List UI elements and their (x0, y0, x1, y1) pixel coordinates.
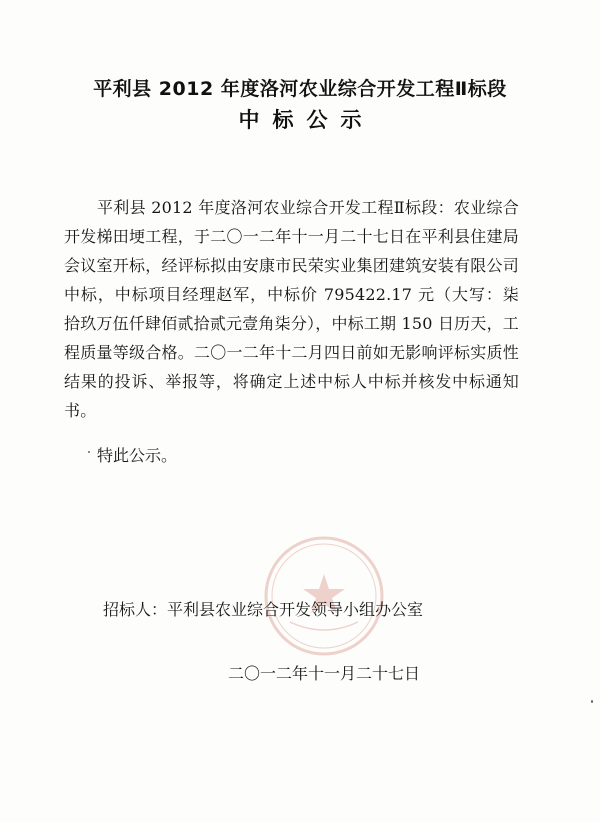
document-title: 平利县 2012 年度洛河农业综合开发工程Ⅱ标段 (93, 78, 507, 100)
scan-speck (88, 451, 90, 453)
announcement-body: 平利县 2012 年度洛河农业综合开发工程Ⅱ标段：农业综合开发梯田埂工程，于二〇一二年十一月二十七日在平利县住建局会议室开标，经评标拟由安康市民荣实业集团建筑安装有限公司中标，中标项目经理赵军，中标价 795422.17 元（大写：柒拾玖万伍仟肆佰贰拾贰元壹角柒分），中标工期 150 日历天，工程质量等级合格。二〇一二年十二月四日前如无影响评标实质性结果的投诉、举报等，将确定上述中标人中标并核发中标通知书。 (64, 198, 519, 420)
official-seal-stamp (262, 534, 386, 658)
closing-remark: 特此公示。 (97, 446, 178, 465)
document-subtitle: 中标公示 (238, 108, 375, 132)
issue-date: 二〇一二年十一月二十七日 (228, 664, 421, 683)
scan-speck (591, 700, 593, 703)
issuer-line: 招标人：平利县农业综合开发领导小组办公室 (103, 600, 424, 619)
